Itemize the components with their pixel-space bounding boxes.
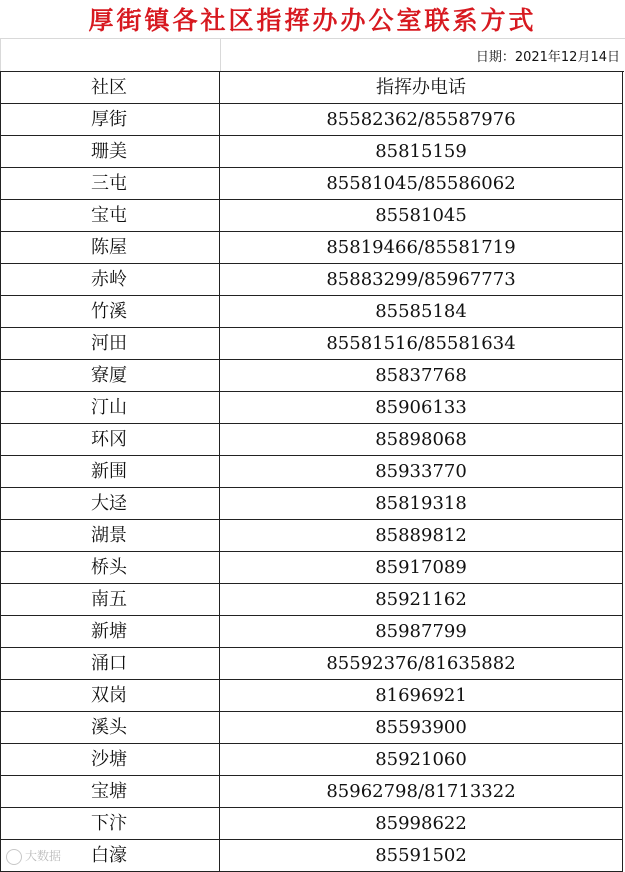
phone-cell: 85581045/85586062: [220, 168, 623, 200]
phone-cell: 85921162: [220, 584, 623, 616]
table-row: [1, 520, 623, 552]
table-row: [1, 328, 623, 360]
contact-table: [0, 71, 623, 872]
community-cell: 赤岭: [1, 264, 220, 296]
page-title: 厚街镇各社区指挥办办公室联系方式: [88, 6, 537, 35]
community-cell: 竹溪: [1, 296, 220, 328]
header-phone: 指挥办电话: [220, 72, 623, 104]
phone-cell: 85819466/85581719: [220, 232, 623, 264]
phone-cell: 85582362/85587976: [220, 104, 623, 136]
phone-cell: 85883299/85967773: [220, 264, 623, 296]
table-row: [1, 584, 623, 616]
community-cell: 双岗: [1, 680, 220, 712]
community-cell: 寮厦: [1, 360, 220, 392]
phone-cell: 85921060: [220, 744, 623, 776]
phone-cell: 85585184: [220, 296, 623, 328]
phone-cell: 85933770: [220, 456, 623, 488]
date-label: 日期：2021年12月14日: [475, 50, 620, 65]
community-cell: 新塘: [1, 616, 220, 648]
table-row: [1, 680, 623, 712]
table-row: [1, 200, 623, 232]
table-row: [1, 840, 623, 872]
community-cell: 珊美: [1, 136, 220, 168]
table-row: [1, 104, 623, 136]
community-cell: 沙塘: [1, 744, 220, 776]
community-cell: 桥头: [1, 552, 220, 584]
phone-cell: 85898068: [220, 424, 623, 456]
table-row: [1, 264, 623, 296]
phone-cell: 85581045: [220, 200, 623, 232]
community-cell: 涌口: [1, 648, 220, 680]
watermark: [6, 847, 61, 865]
table-row: [1, 392, 623, 424]
community-cell: 厚街: [1, 104, 220, 136]
community-cell: 宝塘: [1, 776, 220, 808]
watermark-logo-icon: [6, 849, 22, 865]
phone-cell: 85889812: [220, 520, 623, 552]
phone-cell: 85591502: [220, 840, 623, 872]
community-cell: 环冈: [1, 424, 220, 456]
watermark-text: 大数据: [25, 849, 62, 863]
phone-cell: 85837768: [220, 360, 623, 392]
table-row: [1, 776, 623, 808]
cell-divider: [220, 38, 221, 71]
phone-cell: 85987799: [220, 616, 623, 648]
phone-cell: 85906133: [220, 392, 623, 424]
phone-cell: 85917089: [220, 552, 623, 584]
table-row: [1, 168, 623, 200]
table-row: [1, 648, 623, 680]
table-row: [1, 712, 623, 744]
community-cell: 宝屯: [1, 200, 220, 232]
phone-cell: 85962798/81713322: [220, 776, 623, 808]
phone-cell: 85819318: [220, 488, 623, 520]
table-header-row: [1, 72, 623, 104]
community-cell: 湖景: [1, 520, 220, 552]
phone-cell: 85592376/81635882: [220, 648, 623, 680]
community-cell: 三屯: [1, 168, 220, 200]
table-row: [1, 360, 623, 392]
community-cell: 新围: [1, 456, 220, 488]
phone-cell: 85581516/85581634: [220, 328, 623, 360]
table-row: [1, 136, 623, 168]
phone-cell: 85593900: [220, 712, 623, 744]
date-row: [0, 38, 624, 72]
phone-cell: 81696921: [220, 680, 623, 712]
phone-cell: 85815159: [220, 136, 623, 168]
community-cell: 南五: [1, 584, 220, 616]
table-row: [1, 488, 623, 520]
community-cell: 白濠: [1, 840, 220, 872]
table-row: [1, 616, 623, 648]
table-row: [1, 456, 623, 488]
table-row: [1, 808, 623, 840]
community-cell: 陈屋: [1, 232, 220, 264]
community-cell: 溪头: [1, 712, 220, 744]
phone-cell: 85998622: [220, 808, 623, 840]
title-row: [0, 0, 625, 39]
table-row: [1, 296, 623, 328]
table-row: [1, 744, 623, 776]
table-row: [1, 424, 623, 456]
community-cell: 大迳: [1, 488, 220, 520]
community-cell: 汀山: [1, 392, 220, 424]
header-community: 社区: [1, 72, 220, 104]
community-cell: 下汴: [1, 808, 220, 840]
community-cell: 河田: [1, 328, 220, 360]
table-row: [1, 232, 623, 264]
table-row: [1, 552, 623, 584]
